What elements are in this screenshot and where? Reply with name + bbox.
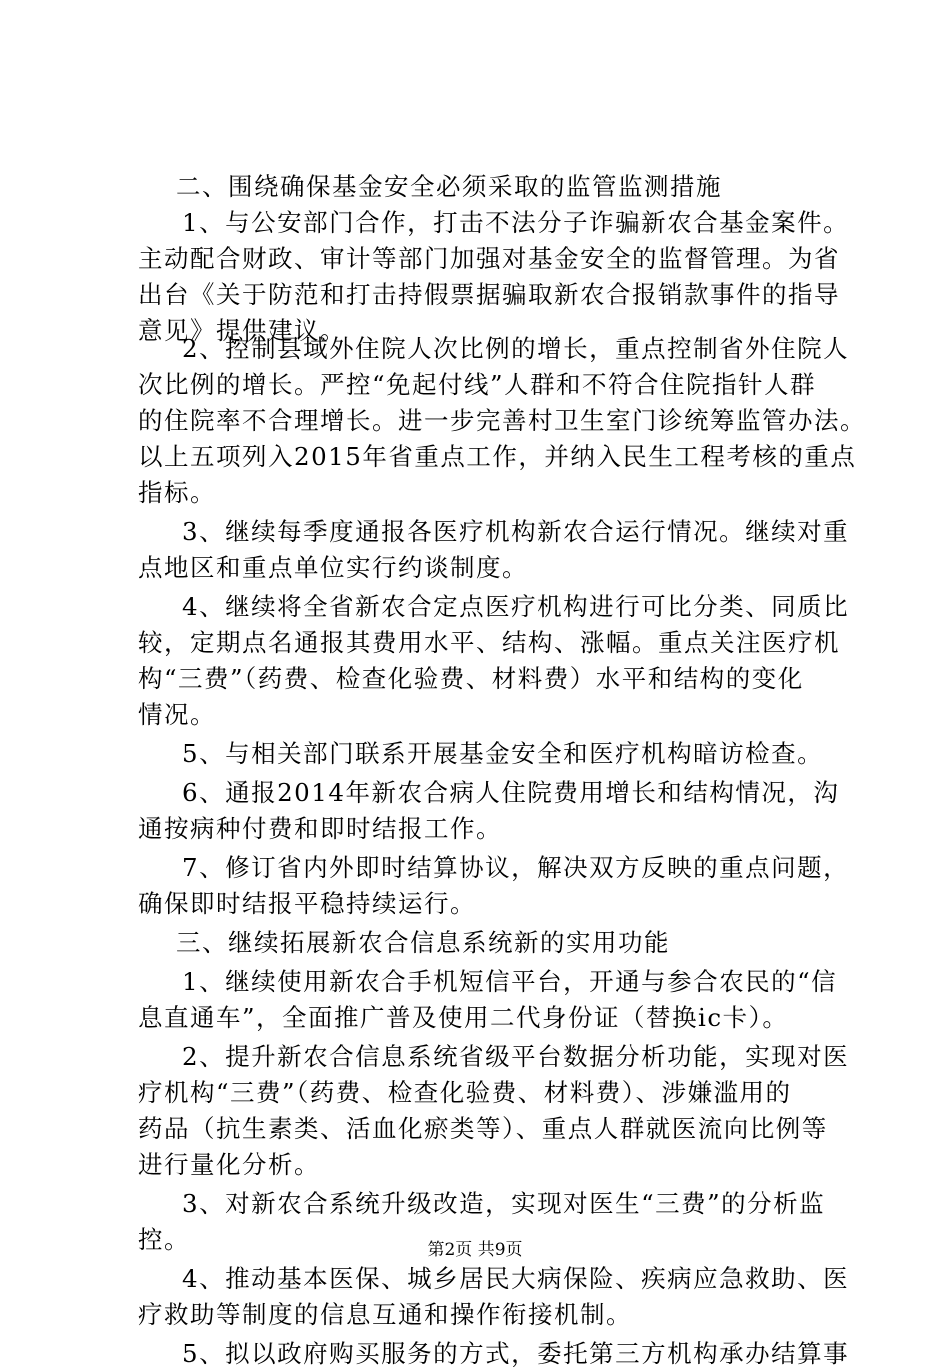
paragraph-line: 的住院率不合理增长。进一步完善村卫生室门诊统筹监管办法。 — [138, 406, 866, 435]
paragraph-line: 5、拟以政府购买服务的方式，委托第三方机构承办结算事 — [182, 1339, 850, 1368]
paragraph-line: 主动配合财政、审计等部门加强对基金安全的监督管理。为省 — [138, 244, 840, 273]
paragraph-line: 6、通报2014年新农合病人住院费用增长和结构情况，沟 — [182, 778, 840, 807]
paragraph-line: 控。 — [138, 1225, 190, 1254]
paragraph-line: 通按病种付费和即时结报工作。 — [138, 814, 502, 843]
paragraph-line: 较，定期点名通报其费用水平、结构、涨幅。重点关注医疗机 — [138, 628, 840, 657]
paragraph-line: 1、继续使用新农合手机短信平台，开通与参合农民的“信 — [182, 967, 838, 996]
paragraph-line: 2、控制县域外住院人次比例的增长，重点控制省外住院人 — [182, 334, 850, 363]
paragraph-line: 3、对新农合系统升级改造，实现对医生“三费”的分析监 — [182, 1189, 826, 1218]
paragraph-line: 1、与公安部门合作，打击不法分子诈骗新农合基金案件。 — [182, 208, 850, 237]
paragraph-line: 5、与相关部门联系开展基金安全和医疗机构暗访检查。 — [182, 739, 824, 768]
paragraph-line: 息直通车”，全面推广普及使用二代身份证（替换ic卡）。 — [138, 1003, 789, 1032]
page-number-footer: 第2页 共9页 — [427, 1240, 523, 1260]
paragraph-line: 出台《关于防范和打击持假票据骗取新农合报销款事件的指导 — [138, 280, 840, 309]
paragraph-line: 药品（抗生素类、活血化瘀类等）、重点人群就医流向比例等 — [138, 1114, 828, 1143]
paragraph-line: 确保即时结报平稳持续运行。 — [138, 889, 476, 918]
paragraph-line: 情况。 — [138, 700, 216, 729]
paragraph-line: 进行量化分析。 — [138, 1150, 320, 1179]
paragraph-line: 意见》提供建议。 — [138, 316, 346, 345]
paragraph-line: 4、推动基本医保、城乡居民大病保险、疾病应急救助、医 — [182, 1264, 850, 1293]
paragraph-line: 次比例的增长。严控“免起付线”人群和不符合住院指针人群 — [138, 370, 817, 399]
section-heading-2: 二、围绕确保基金安全必须采取的监管监测措施 — [176, 172, 722, 201]
paragraph-line: 指标。 — [138, 478, 216, 507]
paragraph-line: 疗救助等制度的信息互通和操作衔接机制。 — [138, 1300, 632, 1329]
paragraph-line: 2、提升新农合信息系统省级平台数据分析功能，实现对医 — [182, 1042, 850, 1071]
paragraph-line: 以上五项列入2015年省重点工作，并纳入民生工程考核的重点 — [138, 442, 857, 471]
paragraph-line: 构“三费”（药费、检查化验费、材料费）水平和结构的变化 — [138, 664, 804, 693]
paragraph-line: 4、继续将全省新农合定点医疗机构进行可比分类、同质比 — [182, 592, 850, 621]
paragraph-line: 疗机构“三费”（药费、检查化验费、材料费）、涉嫌滥用的 — [138, 1078, 792, 1107]
paragraph-line: 7、修订省内外即时结算协议，解决双方反映的重点问题， — [182, 853, 850, 882]
section-heading-3: 三、继续拓展新农合信息系统新的实用功能 — [176, 928, 670, 957]
paragraph-line: 点地区和重点单位实行约谈制度。 — [138, 553, 528, 582]
paragraph-line: 3、继续每季度通报各医疗机构新农合运行情况。继续对重 — [182, 517, 850, 546]
